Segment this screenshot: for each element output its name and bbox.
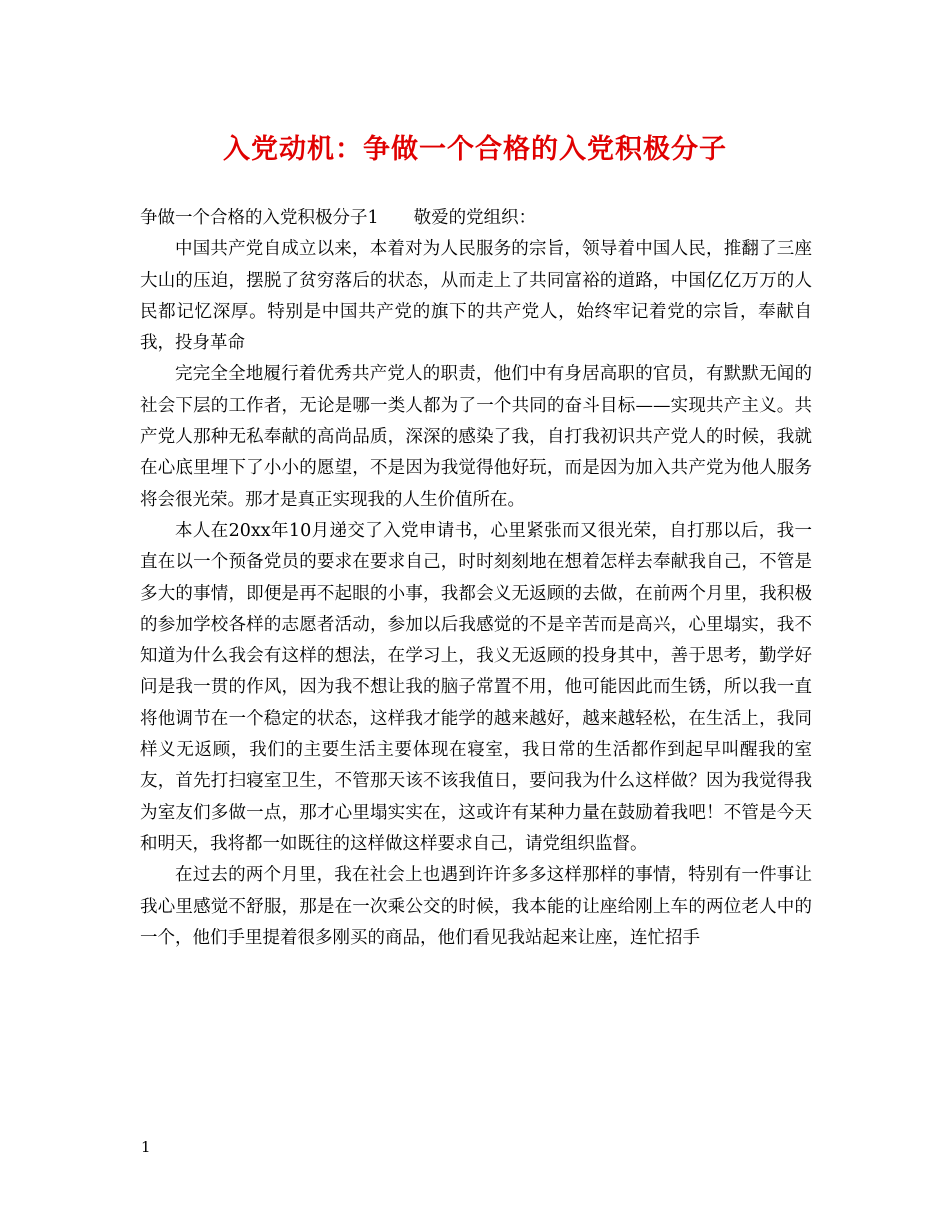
paragraph-2: 完完全全地履行着优秀共产党人的职责，他们中有身居高职的官员，有默默无闻的社会下层的工作者，无论是哪一类人都为了一个共同的奋斗目标——实现共产主义。共产党人那种无私奉献的高尚品质，深深的感染了我，自打我初识共产党人的时候，我就在心底里埋下了小小的愿望，不是因为我觉得他好玩，而是因为加入共产党为他人服务将会很光荣。那才是真正实现我的人生价值所在。 (140, 364, 812, 510)
document-title: 入党动机：争做一个合格的入党积极分子 (223, 134, 727, 165)
paragraph-1: 中国共产党自成立以来，本着对为人民服务的宗旨，领导着中国人民，推翻了三座大山的压迫，摆脱了贫穷落后的状态，从而走上了共同富裕的道路，中国亿亿万万的人民都记忆深厚。特别是中国共产党的旗下的共产党人，始终牢记着党的宗旨，奉献自我，投身革命 (140, 239, 812, 354)
intro-line: 争做一个合格的入党积极分子1 敬爱的党组织： (140, 208, 537, 228)
document-body (140, 203, 812, 954)
page-number: 1 (141, 1138, 151, 1156)
paragraph-3: 本人在20xx年10月递交了入党申请书，心里紧张而又很光荣，自打那以后，我一直在以一个预备党员的要求在要求自己，时时刻刻地在想着怎样去奉献我自己，不管是多大的事情，即便是再不起眼的小事，我都会义无返顾的去做，在前两个月里，我积极的参加学校各样的志愿者活动，参加以后我感觉的不是辛苦而是高兴，心里塌实，我不知道为什么我会有这样的想法，在学习上，我义无返顾的投身其中，善于思考，勤学好问是我一贯的作风，因为我不想让我的脑子常置不用，他可能因此而生锈，所以我一直将他调节在一个稳定的状态，这样我才能学的越来越好，越来越轻松，在生活上，我同样义无返顾，我们的主要生活主要体现在寝室，我日常的生活都作到起早叫醒我的室友，首先打扫寝室卫生，不管那天该不该我值日，要问我为什么这样做？因为我觉得我为室友们多做一点，那才心里塌实实在，这或许有某种力量在鼓励着我吧！不管是今天和明天，我将都一如既往的这样做这样要求自己，请党组织监督。 (140, 520, 812, 854)
paragraph-4: 在过去的两个月里，我在社会上也遇到许许多多这样那样的事情，特别有一件事让我心里感觉不舒服，那是在一次乘公交的时候，我本能的让座给刚上车的两位老人中的一个，他们手里提着很多刚买的商品，他们看见我站起来让座，连忙招手 (140, 865, 812, 948)
